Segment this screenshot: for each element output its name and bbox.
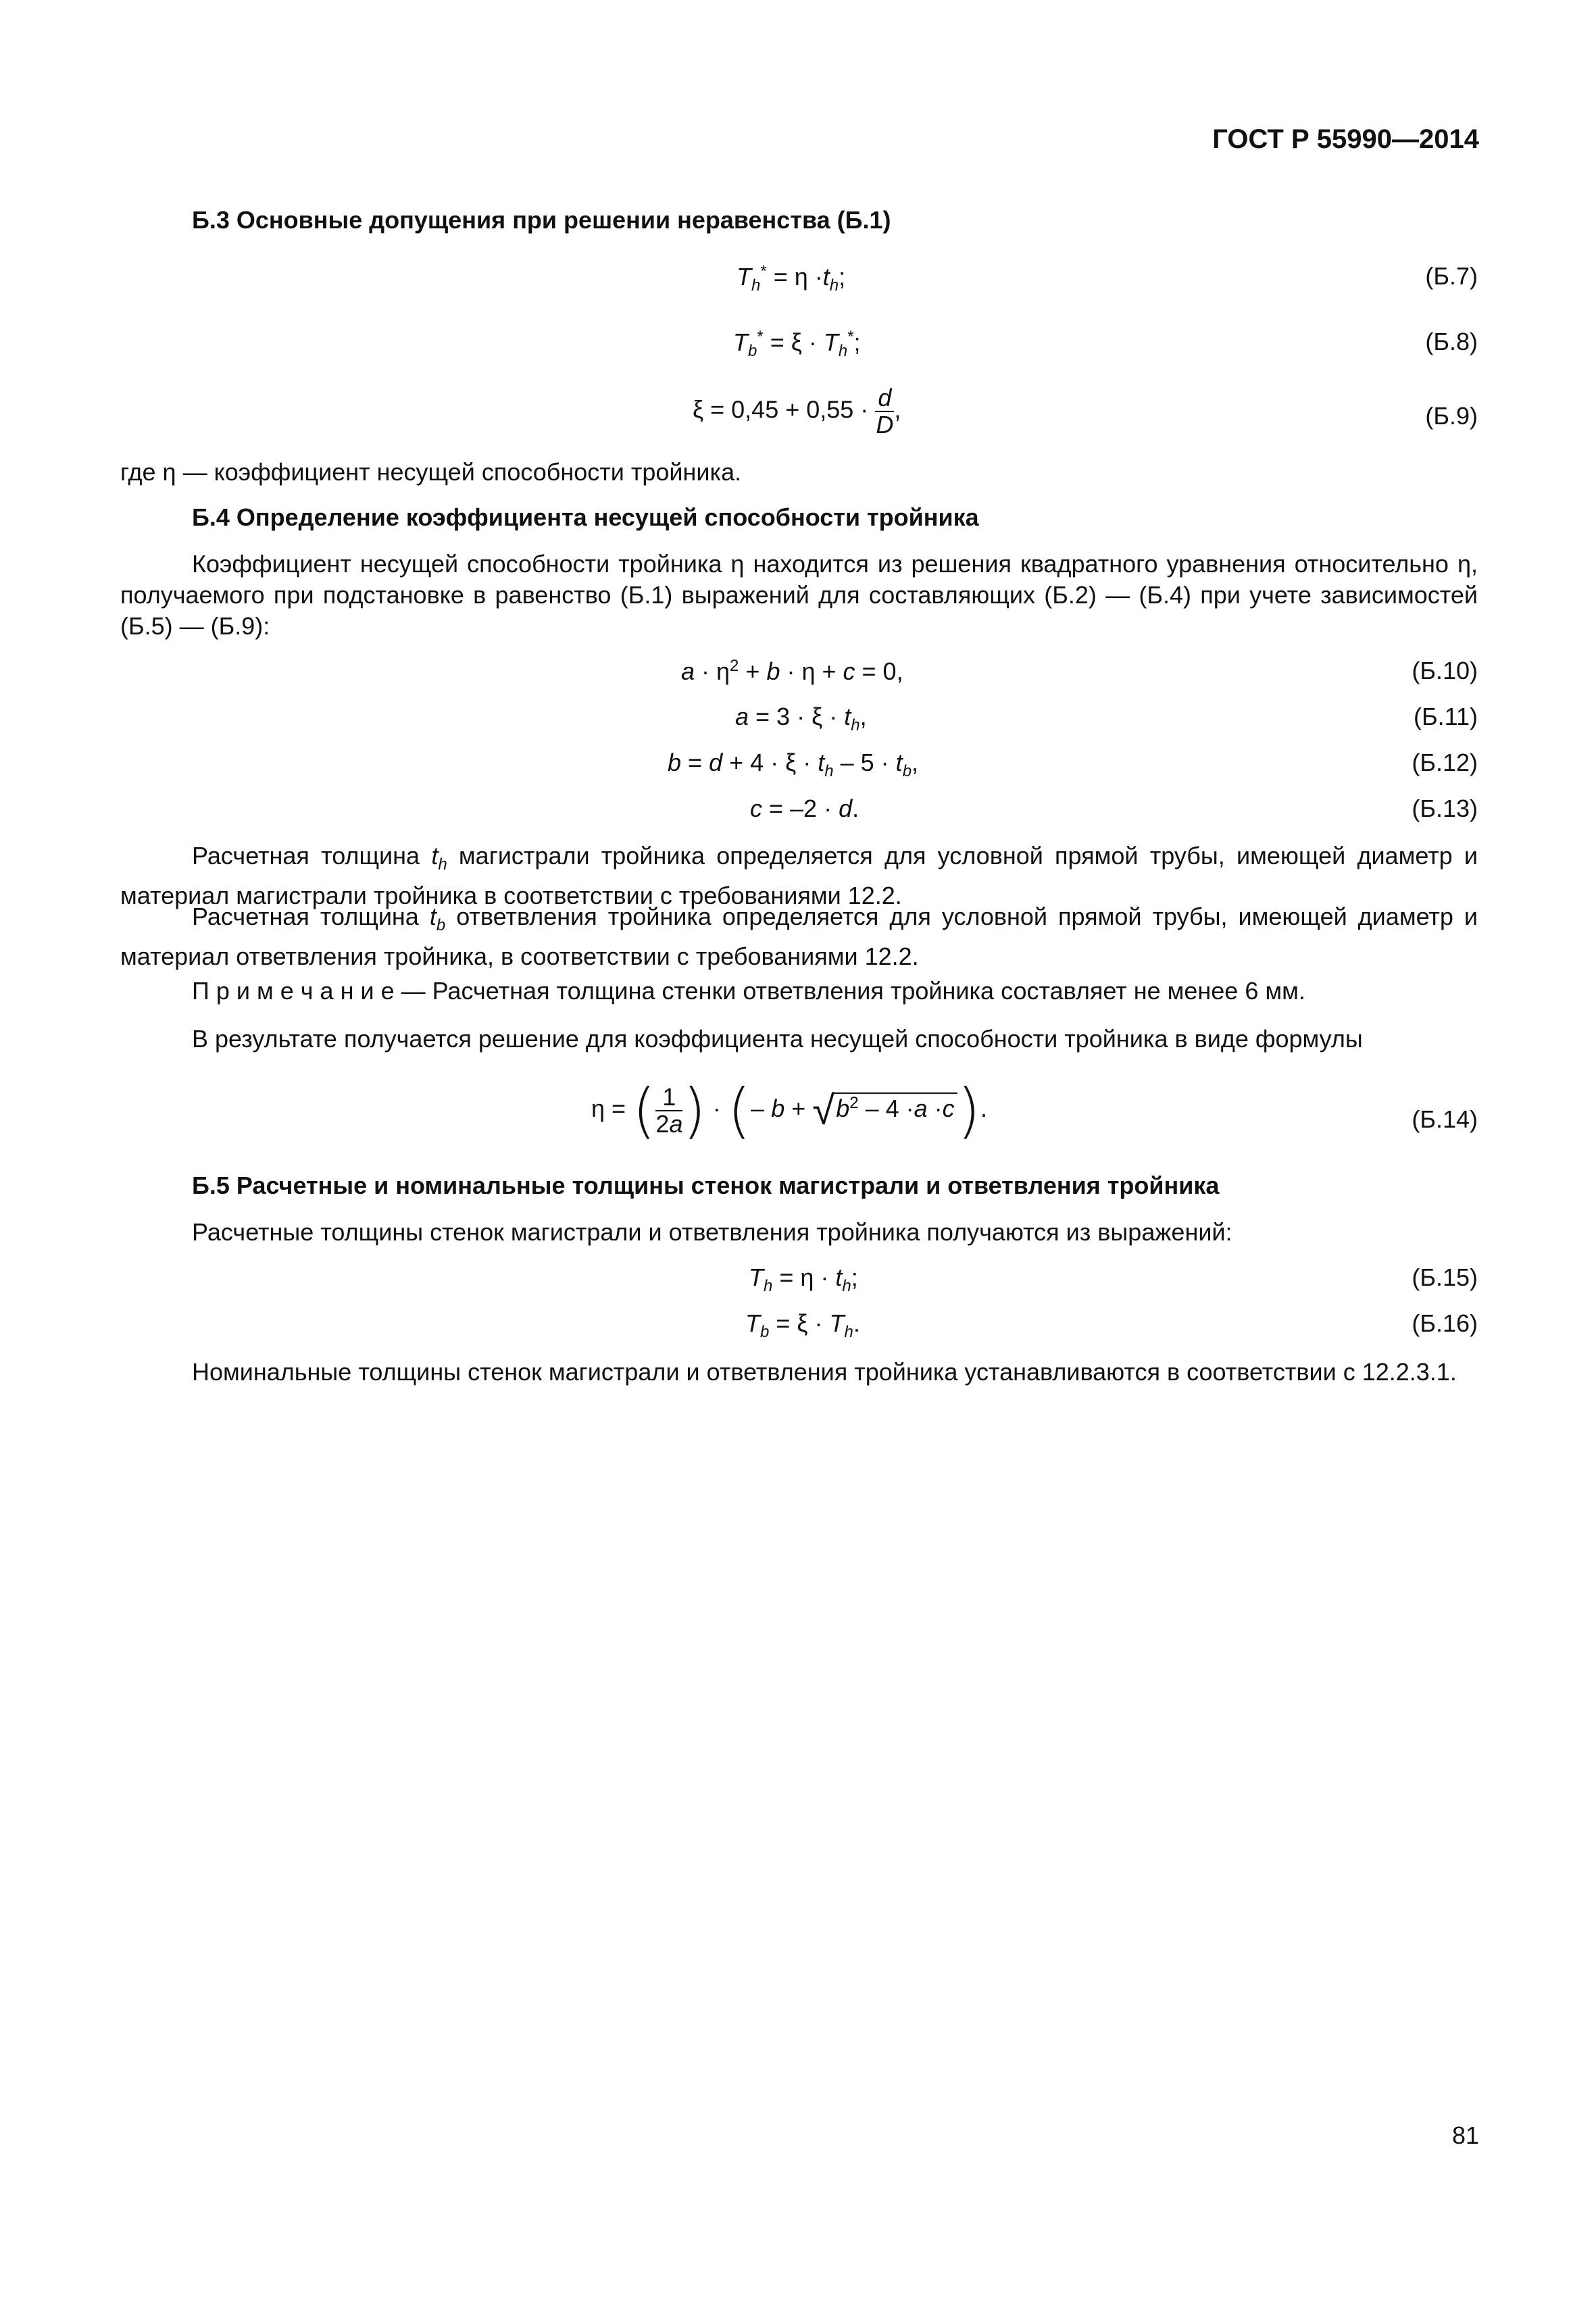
equation-number-b12: (Б.12) bbox=[1412, 749, 1478, 776]
page-number: 81 bbox=[1451, 2121, 1479, 2149]
paragraph-tb-start: Расчетная толщина bbox=[192, 903, 419, 930]
equation-number-b8: (Б.8) bbox=[1425, 328, 1478, 355]
formula-b11: $a = 3 \cdot \xi \cdot t_h$, bbox=[735, 703, 867, 735]
equation-number-b16: (Б.16) bbox=[1412, 1309, 1478, 1337]
section-heading-b4: Б.4 Определение коэффициента несущей способности тройника bbox=[192, 503, 979, 531]
formula-b13: c = –2 · d. bbox=[750, 795, 859, 822]
equation-number-b11: (Б.11) bbox=[1414, 703, 1478, 730]
formula-b14: η = ( $\frac{1}{2a}$ ) · (– $b + √b^2 - 4 \cdot a \cdot c$). bbox=[591, 1076, 988, 1145]
paragraph-tb-end: ответвления тройника определяется для условной прямой трубы, имеющей диаметр и материал ответвления тройника, в соответствии с требованиями 12.2. bbox=[120, 903, 1478, 971]
paragraph-th-end: магистрали тройника определяется для условной прямой трубы, имеющей диаметр и материал магистрали тройника в соответствии с требованиями 12.2. bbox=[120, 842, 1478, 910]
note bbox=[192, 977, 1305, 1005]
formula-b7: $T_h^* = \eta \cdot t_h$; bbox=[737, 262, 846, 295]
paragraph-th-start: Расчетная толщина bbox=[192, 842, 420, 870]
formula-b8: $T_b^* = \xi \cdot T_h^*$; bbox=[733, 328, 861, 361]
formula-b12: $b = d + 4 \cdot \xi \cdot t_h - 5 \cdot t_b$, bbox=[668, 749, 919, 781]
paragraph-tb bbox=[120, 901, 1478, 972]
equation-number-b7: (Б.7) bbox=[1425, 262, 1478, 290]
equation-number-b14: (Б.14) bbox=[1412, 1105, 1478, 1133]
section-heading-b3: Б.3 Основные допущения при решении неравенства (Б.1) bbox=[192, 206, 891, 234]
equation-number-b13: (Б.13) bbox=[1412, 795, 1478, 822]
equation-number-b15: (Б.15) bbox=[1412, 1263, 1478, 1291]
result-sentence: В результате получается решение для коэффициента несущей способности тройника в виде формулы bbox=[192, 1025, 1363, 1053]
equation-number-b10: (Б.10) bbox=[1412, 657, 1478, 684]
b4-intro-paragraph: Коэффициент несущей способности тройника η находится из решения квадратного уравнения относительно η, получаемого при подстановке в равенство (Б.1) выражений для составляющих (Б.2) — (Б.4) при учете зависимостей (Б.5) — (Б.9): bbox=[120, 550, 1478, 640]
nominal-thickness-paragraph: Номинальные толщины стенок магистрали и ответвления тройника устанавливаются в соответствии с 12.2.3.1. bbox=[192, 1358, 1457, 1386]
section-heading-b5: Б.5 Расчетные и номинальные толщины стенок магистрали и ответвления тройника bbox=[192, 1172, 1220, 1199]
symbol-tb: $t_b$ bbox=[429, 903, 446, 935]
equation-number-b9: (Б.9) bbox=[1425, 402, 1478, 430]
symbol-th: $t_h$ bbox=[431, 842, 447, 874]
note-label: П р и м е ч а н и е bbox=[192, 977, 395, 1005]
document-header: ГОСТ Р 55990—2014 bbox=[1212, 124, 1479, 154]
formula-b15: $T_h = \eta \cdot t_h$; bbox=[749, 1263, 858, 1296]
b5-intro: Расчетные толщины стенок магистрали и ответвления тройника получаются из выражений: bbox=[192, 1218, 1232, 1246]
note-text: — Расчетная толщина стенки ответвления тройника составляет не менее 6 мм. bbox=[401, 977, 1305, 1005]
formula-b16: $T_b = \xi \cdot T_h$. bbox=[745, 1309, 860, 1342]
formula-b9: ξ = 0,45 + 0,55 · $\frac{d}{D}$ , bbox=[693, 384, 901, 438]
where-eta-text: где η — коэффициент несущей способности тройника. bbox=[120, 458, 742, 486]
formula-b10: $a \cdot \eta^2 + b \cdot \eta + c = 0$, bbox=[681, 657, 903, 685]
